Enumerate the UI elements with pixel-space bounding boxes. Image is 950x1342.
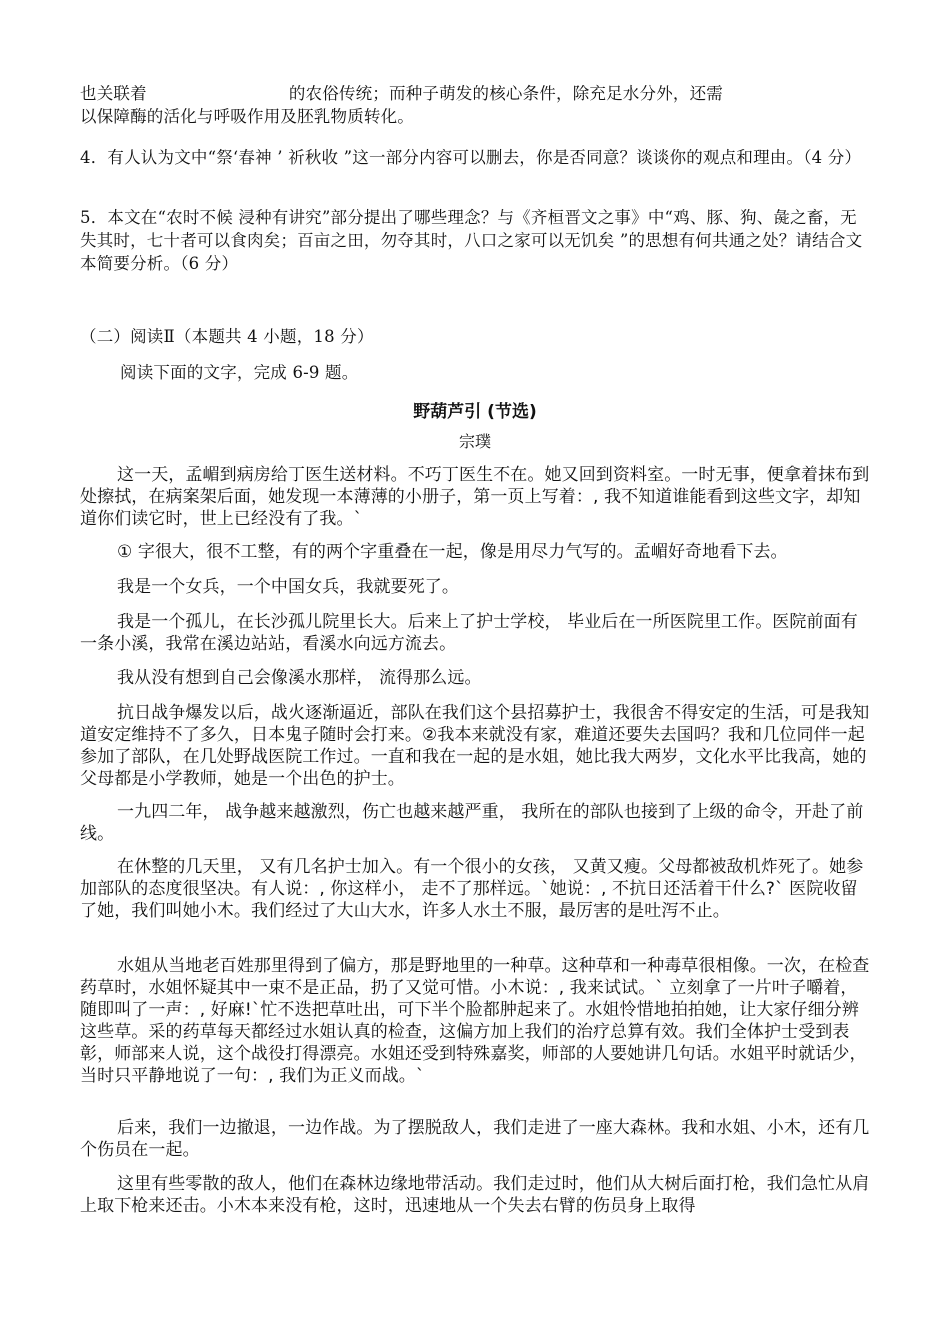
section-heading: （二）阅读Ⅱ（本题共 4 小题，18 分） — [80, 327, 374, 346]
question-4: 4．有人认为文中“祭‘春神 ’ 祈秋收 ”这一部分内容可以删去，你是否同意？谈谈你的观点和理由。（4 分） — [80, 148, 862, 167]
paragraph-3: 我是一个女兵，一个中国女兵，我就要死了。 — [117, 577, 459, 597]
paragraph-4: 我是一个孤儿，在长沙孤儿院里长大。后来上了护士学校， 毕业后在一所医院里工作。医院前面有一条小溪，我常在溪边站站，看溪水向远方流去。 — [80, 612, 858, 654]
top-line-1-end: 的农俗传统；而种子萌发的核心条件，除充足水分外，还需 — [288, 84, 724, 103]
top-line-1-start: 也关联着 — [80, 84, 147, 103]
top-line-1 — [80, 82, 872, 105]
paragraph-9: 水姐从当地老百姓那里得到了偏方，那是野地里的一种草。这种草和一种毒草很相像。一次，在检查药草时，水姐怀疑其中一束不是正品，扔了又觉可惜。小木说：, 我来试试。` 立刻拿了一片叶子嚼着， 随即叫了一声：, 好麻!`忙不迭把草吐出，可下半个脸都肿起来了。水姐怜惜地拍拍她，让大家仔细分辨这些草。采的药草每天都经过水姐认真的检查，这偏方加上我们的治疗总算有效。我们全体护士受到表彰，师部来人说，这个战役打得漂亮。水姐还受到特殊嘉奖，师部的人要她讲几句话。水姐平时就话少，当时只平静地说了一句：, 我们为正义而战。` — [80, 956, 870, 1086]
paragraph-11: 这里有些零散的敌人，他们在森林边缘地带活动。我们走过时，他们从大树后面打枪，我们急忙从肩上取下枪来还击。小木本来没有枪，这时，迅速地从一个失去右臂的伤员身上取得 — [80, 1174, 870, 1216]
paragraph-1: 这一天，孟嵋到病房给丁医生送材料。不巧丁医生不在。她又回到资料室。一时无事，便拿着抹布到处擦拭，在病案架后面，她发现一本薄薄的小册子，第一页上写着：, 我不知道谁能看到这些文字，却知道你们读它时，世上已经没有了我。` — [80, 465, 870, 529]
paragraph-2: ① 字很大，很不工整，有的两个字重叠在一起，像是用尽力气写的。孟嵋好奇地看下去。 — [117, 542, 788, 562]
article-title: 野葫芦引 (节选) — [413, 402, 537, 422]
question-5: 5．本文在“农时不候 浸种有讲究”部分提出了哪些理念？与《齐桓晋文之事》中“鸡、豚、狗、彘之畜，无失其时，七十者可以食肉矣；百亩之田，勿夺其时，八口之家可以无饥矣 ”的思想有何共通之处？请结合文本简要分析。（6 分） — [80, 208, 863, 273]
top-line-2: 以保障酶的活化与呼吸作用及胚乳物质转化。 — [80, 107, 414, 126]
top-continuation — [80, 82, 872, 128]
paragraph-5: 我从没有想到自己会像溪水那样， 流得那么远。 — [117, 668, 482, 688]
paragraph-10: 后来，我们一边撤退，一边作战。为了摆脱敌人，我们走进了一座大森林。我和水姐、小木，还有几个伤员在一起。 — [80, 1118, 870, 1160]
paragraph-8: 在休整的几天里， 又有几名护士加入。有一个很小的女孩， 又黄又瘦。父母都被敌机炸死了。她参加部队的态度很坚决。有人说：, 你这样小， 走不了那样远。`她说：, 不抗日还活着干什么?` 医院收留了她，我们叫她小木。我们经过了大山大水，许多人水土不服，最厉害的是吐泻不止。 — [80, 857, 864, 921]
section-instruction: 阅读下面的文字，完成 6-9 题。 — [120, 363, 359, 382]
paragraph-6: 抗日战争爆发以后，战火逐渐逼近，部队在我们这个县招募护士，我很舍不得安定的生活，可是我知道安定维持不了多久，日本鬼子随时会打来。②我本来就没有家，难道还要失去国吗？我和几位同伴一起参加了部队，在几处野战医院工作过。一直和我在一起的是水姐，她比我大两岁，文化水平比我高，她的父母都是小学教师，她是一个出色的护士。 — [80, 703, 870, 789]
article-author: 宗璞 — [458, 432, 491, 451]
paragraph-7: 一九四二年， 战争越来越激烈，伤亡也越来越严重， 我所在的部队也接到了上级的命令，开赴了前线。 — [80, 802, 864, 844]
